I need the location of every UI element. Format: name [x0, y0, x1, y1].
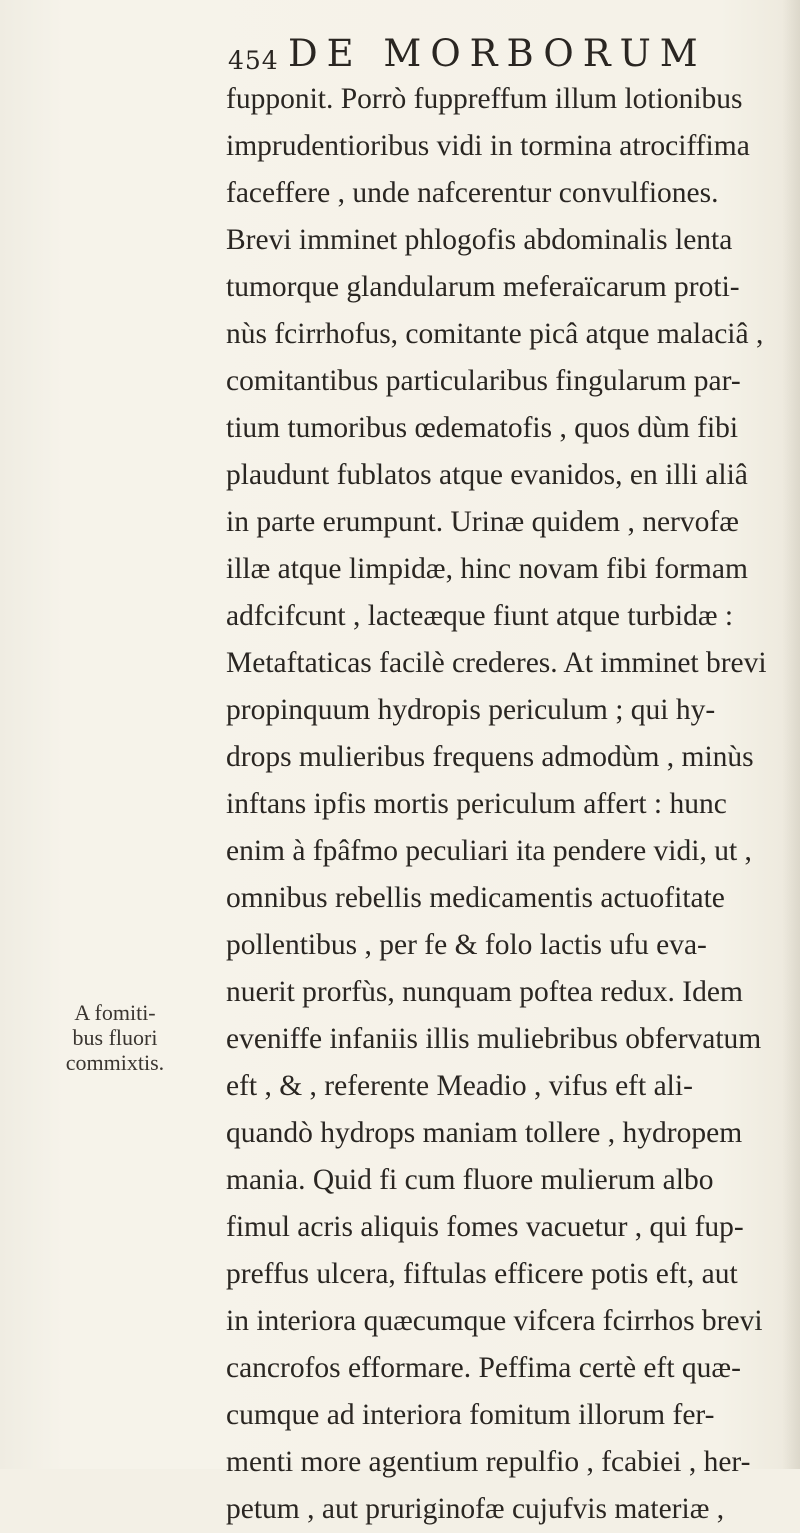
- text-line: Brevi imminet phlogofis abdominalis lenta: [226, 224, 733, 256]
- text-line: fupponit. Porrò fuppreffum illum lotionibus: [226, 83, 743, 115]
- text-line: fimul acris aliquis fomes vacuetur , qui fup-: [226, 1211, 744, 1243]
- text-line: pollentibus , per fe & folo lactis ufu eva-: [226, 929, 707, 961]
- text-line: nuerit prorfùs, nunquam poftea redux. Idem: [226, 976, 743, 1008]
- margin-note-line: A fomiti-: [74, 1000, 156, 1025]
- text-line: faceffere , unde nafcerentur convulfiones.: [226, 177, 719, 209]
- margin-note-line: commixtis.: [65, 1050, 165, 1075]
- text-line: nùs fcirrhofus, comitante picâ atque malaciâ ,: [226, 318, 764, 350]
- text-line: inftans ipfis mortis periculum affert : hunc: [226, 788, 727, 820]
- text-line: adfcifcunt , lacteæque fiunt atque turbidæ :: [226, 600, 734, 632]
- text-line: cumque ad interiora fomitum illorum fer-: [226, 1399, 715, 1431]
- text-line: omnibus rebellis medicamentis actuofitate: [226, 882, 725, 914]
- text-line: in parte erumpunt. Urinæ quidem , nervofæ: [226, 506, 739, 538]
- text-line: petum , aut pruriginofæ cujufvis materiæ ,: [226, 1493, 725, 1525]
- text-line: cancrofos efformare. Peffima certè eft quæ-: [226, 1352, 741, 1384]
- running-head: DE MORBORUM: [288, 32, 707, 75]
- text-line: tumorque glandularum meferaïcarum proti-: [226, 271, 740, 303]
- text-line: menti more agentium repulfio , fcabiei , her-: [226, 1446, 751, 1478]
- page-edge-shadow: [782, 0, 800, 1469]
- text-line: mania. Quid fi cum fluore mulierum albo: [226, 1164, 714, 1196]
- body-text: [226, 76, 791, 1533]
- text-line: illæ atque limpidæ, hinc novam fibi formam: [226, 553, 748, 585]
- text-line: quandò hydrops maniam tollere , hydropem: [226, 1117, 743, 1149]
- text-line: preffus ulcera, fiftulas efficere potis eft, aut: [226, 1258, 738, 1290]
- text-line: plaudunt fublatos atque evanidos, en illi aliâ: [226, 459, 748, 491]
- text-line: eveniffe infaniis illis muliebribus obfervatum: [226, 1023, 762, 1055]
- text-line: Metaftaticas facilè crederes. At imminet brevi: [226, 647, 767, 679]
- text-line: drops mulieribus frequens admodùm , minùs: [226, 741, 754, 773]
- page-number: 454: [228, 46, 279, 75]
- margin-note: [20, 1000, 210, 1075]
- text-line: comitantibus particularibus fingularum par-: [226, 365, 741, 397]
- text-line: enim à fpâfmo peculiari ita pendere vidi, ut ,: [226, 835, 752, 867]
- text-line: eft , & , referente Meadio , vifus eft ali-: [226, 1070, 693, 1102]
- text-line: propinquum hydropis periculum ; qui hy-: [226, 694, 716, 726]
- text-line: imprudentioribus vidi in tormina atrociffima: [226, 130, 750, 162]
- text-line: tium tumoribus œdematofis , quos dùm fibi: [226, 412, 739, 444]
- margin-note-line: bus fluori: [72, 1025, 158, 1050]
- text-line: in interiora quæcumque vifcera fcirrhos brevi: [226, 1305, 763, 1337]
